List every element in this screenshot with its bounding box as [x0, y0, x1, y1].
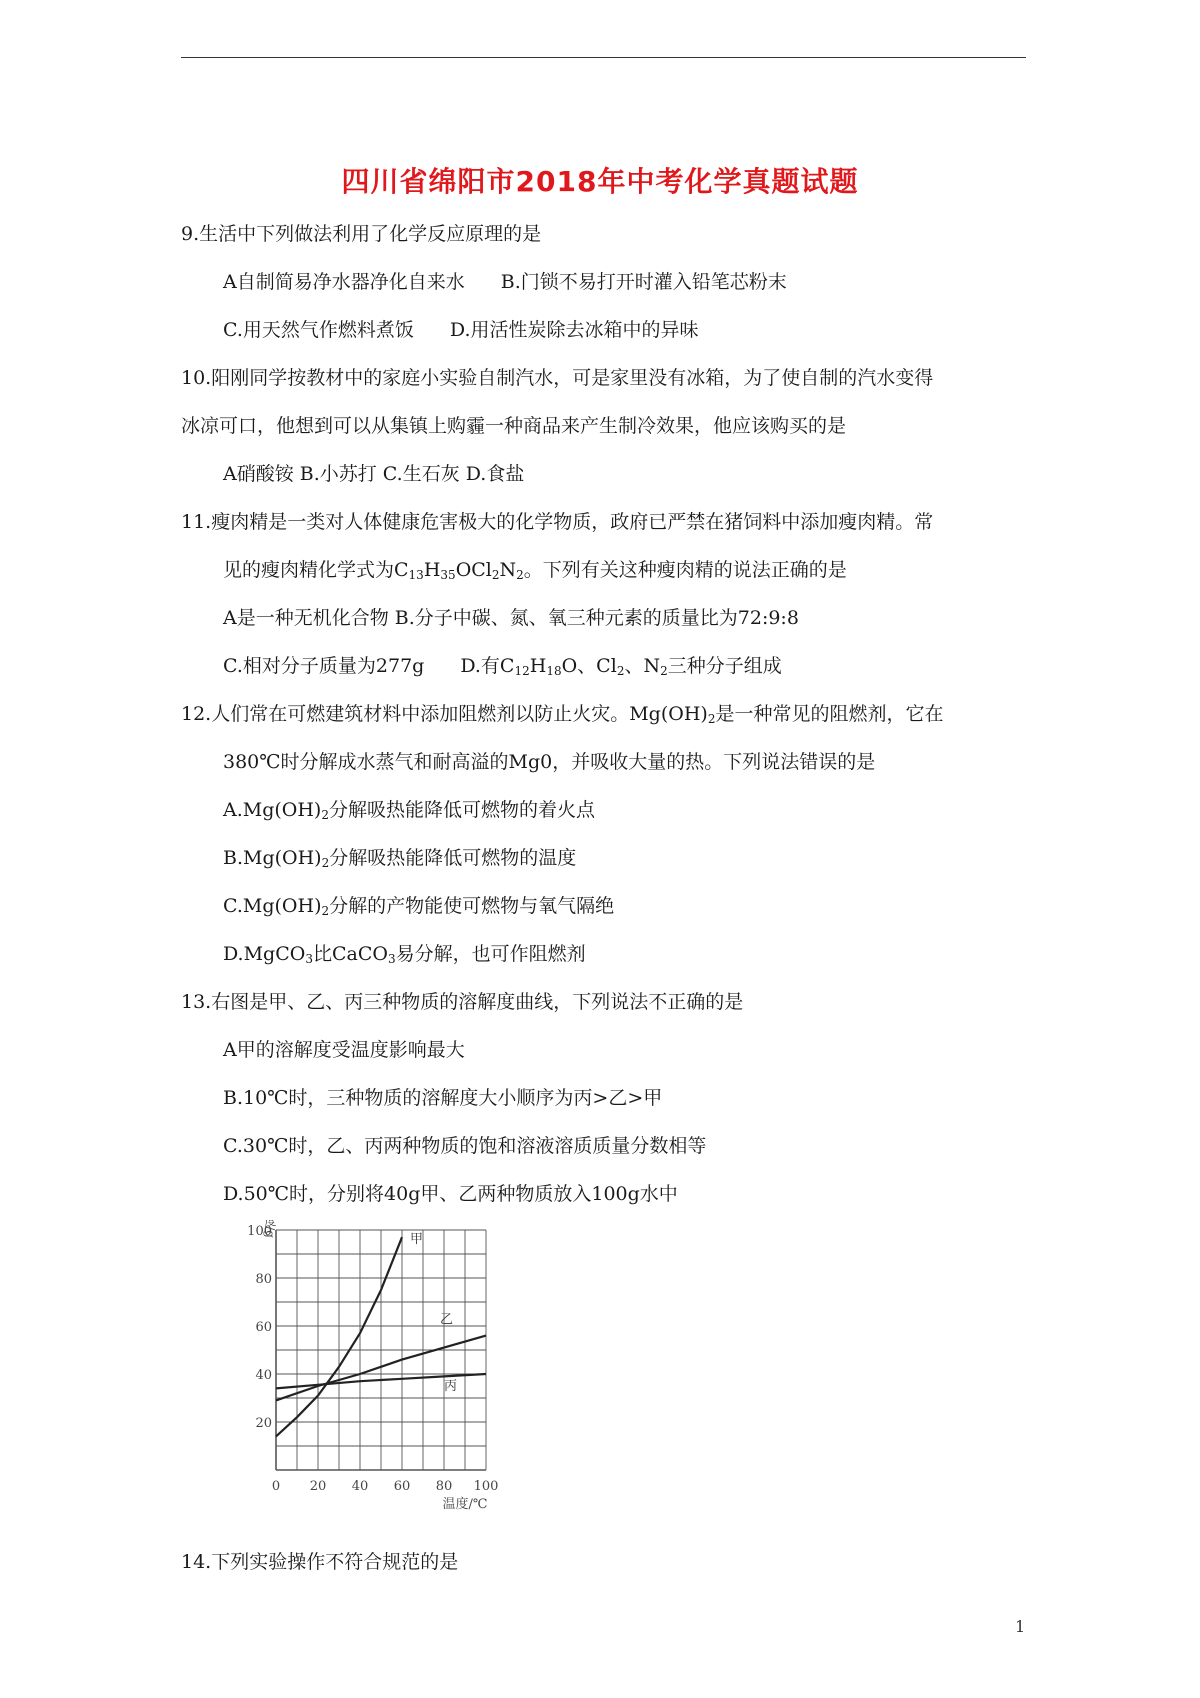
question-9-options-ab	[223, 270, 787, 294]
question-11-option-d-post: 三种分子组成	[667, 655, 782, 677]
question-12-option-a: $A.Mg(OH)_2$分解吸热能降低可燃物的着火点	[223, 799, 596, 822]
question-11-option-d: D.有$C_{12}H_{18}O$、$Cl_2$、$N_2$三种分子组成	[460, 655, 782, 678]
series-name-label: 乙	[440, 1312, 454, 1328]
question-12-option-a-pre: A.Mg(OH)	[223, 799, 322, 821]
question-11-stem-line1: 11.瘦肉精是一类对人体健康危害极大的化学物质，政府已严禁在猪饲料中添加瘦肉精。常	[181, 511, 934, 533]
solubility-chart-svg	[228, 1220, 548, 1510]
x-tick-label: 100	[473, 1479, 499, 1494]
question-10-stem-line2: 冰凉可口，他想到可以从集镇上购霾一种商品来产生制冷效果，他应该购买的是	[181, 415, 847, 437]
question-9-option-d: D.用活性炭除去冰箱中的异味	[449, 319, 699, 341]
question-12-stem-line1-pre: 12.人们常在可燃建筑材料中添加阻燃剂以防止火灾。Mg(OH)	[181, 703, 708, 725]
y-tick-label: 40	[255, 1368, 272, 1383]
y-tick-label: 20	[255, 1416, 272, 1431]
question-11-options-cd	[223, 654, 782, 678]
x-tick-label: 20	[309, 1479, 327, 1494]
page-title: 四川省绵阳市2018年中考化学真题试题	[341, 165, 859, 198]
question-11-option-c: C.相对分子质量为277g	[223, 655, 425, 677]
question-12-option-d: D.MgCO$_3$比CaCO$_3$易分解，也可作阻燃剂	[223, 943, 586, 966]
question-9-option-b: B.门锁不易打开时灌入铅笔芯粉末	[500, 271, 787, 293]
question-9-option-a: A自制简易净水器净化自来水	[223, 271, 465, 293]
question-12-option-b-pre: B.Mg(OH)	[223, 847, 322, 869]
series-name-label: 甲	[410, 1232, 424, 1248]
question-12-stem-line1-post: 是一种常见的阻燃剂，它在	[715, 703, 944, 725]
header-rule	[181, 57, 1026, 58]
question-11-option-d-pre: D.有C	[460, 655, 515, 677]
question-9-stem: 9.生活中下列做法利用了化学反应原理的是	[181, 223, 542, 245]
question-13-option-d: D.50℃时，分别将40g甲、乙两种物质放入100g水中	[223, 1183, 678, 1205]
question-13-option-b: B.10℃时，三种物质的溶解度大小顺序为丙>乙>甲	[223, 1087, 663, 1109]
question-12-option-c-pre: C.Mg(OH)	[223, 895, 322, 917]
x-tick-label: 60	[393, 1479, 411, 1494]
series-name-label: 丙	[444, 1379, 458, 1394]
question-12-option-b: $B.Mg(OH)_2$分解吸热能降低可燃物的温度	[223, 847, 577, 870]
question-10-stem-line1: 10.阳刚同学按教材中的家庭小实验自制汽水，可是家里没有冰箱，为了使自制的汽水变得	[181, 367, 934, 389]
question-13-stem: 13.右图是甲、乙、丙三种物质的溶解度曲线，下列说法不正确的是	[181, 991, 744, 1013]
question-12-option-c: $C.Mg(OH)_2$分解的产物能使可燃物与氧气隔绝	[223, 895, 615, 918]
question-9-options-cd	[223, 318, 699, 342]
question-12-option-d-post: 易分解，也可作阻燃剂	[395, 943, 586, 965]
y-tick-label: 80	[255, 1272, 272, 1287]
x-axis-label: 温度/℃	[442, 1497, 488, 1510]
question-12-stem-line1: 12.人们常在可燃建筑材料中添加阻燃剂以防止火灾。$Mg(OH)_2$是一种常见的阻燃剂，它在	[181, 703, 944, 726]
question-11-stem-line2-pre: 见的瘦肉精化学式为C	[223, 559, 409, 581]
question-11-options-ab: A是一种无机化合物 B.分子中碳、氮、氧三种元素的质量比为72:9:8	[223, 607, 799, 629]
question-11-stem-line2-post: 。下列有关这种瘦肉精的说法正确的是	[523, 559, 847, 581]
y-axis-label	[263, 1220, 277, 1238]
question-13-option-a: A甲的溶解度受温度影响最大	[223, 1039, 465, 1061]
question-12-option-d-mid: 比CaCO	[312, 943, 388, 965]
question-12-option-a-post: 分解吸热能降低可燃物的着火点	[329, 799, 596, 821]
y-tick-label: 100	[247, 1224, 272, 1239]
x-tick-label: 80	[435, 1479, 453, 1494]
question-12-option-d-pre: D.MgCO	[223, 943, 306, 965]
solubility-chart	[228, 1220, 548, 1510]
y-tick-label: 60	[255, 1320, 272, 1335]
x-tick-label: 0	[271, 1479, 281, 1494]
x-tick-label: 40	[351, 1479, 369, 1494]
question-12-stem-line2: 380℃时分解成水蒸气和耐高溢的Mg0，并吸收大量的热。下列说法错误的是	[223, 751, 876, 773]
question-12-option-b-post: 分解吸热能降低可燃物的温度	[329, 847, 577, 869]
question-9-option-c: C.用天然气作燃料煮饭	[223, 319, 414, 341]
question-11-stem-line2: 见的瘦肉精化学式为$C_{13}H_{35}OCl_2N_2$。下列有关这种瘦肉精的说法正确的是	[223, 559, 847, 582]
question-14-stem: 14.下列实验操作不符合规范的是	[181, 1551, 459, 1573]
page-number: 1	[1015, 1617, 1026, 1636]
question-12-option-c-post: 分解的产物能使可燃物与氧气隔绝	[329, 895, 615, 917]
question-10-options: A硝酸铵 B.小苏打 C.生石灰 D.食盐	[223, 463, 525, 485]
question-13-option-c: C.30℃时，乙、丙两种物质的饱和溶液溶质质量分数相等	[223, 1135, 707, 1157]
